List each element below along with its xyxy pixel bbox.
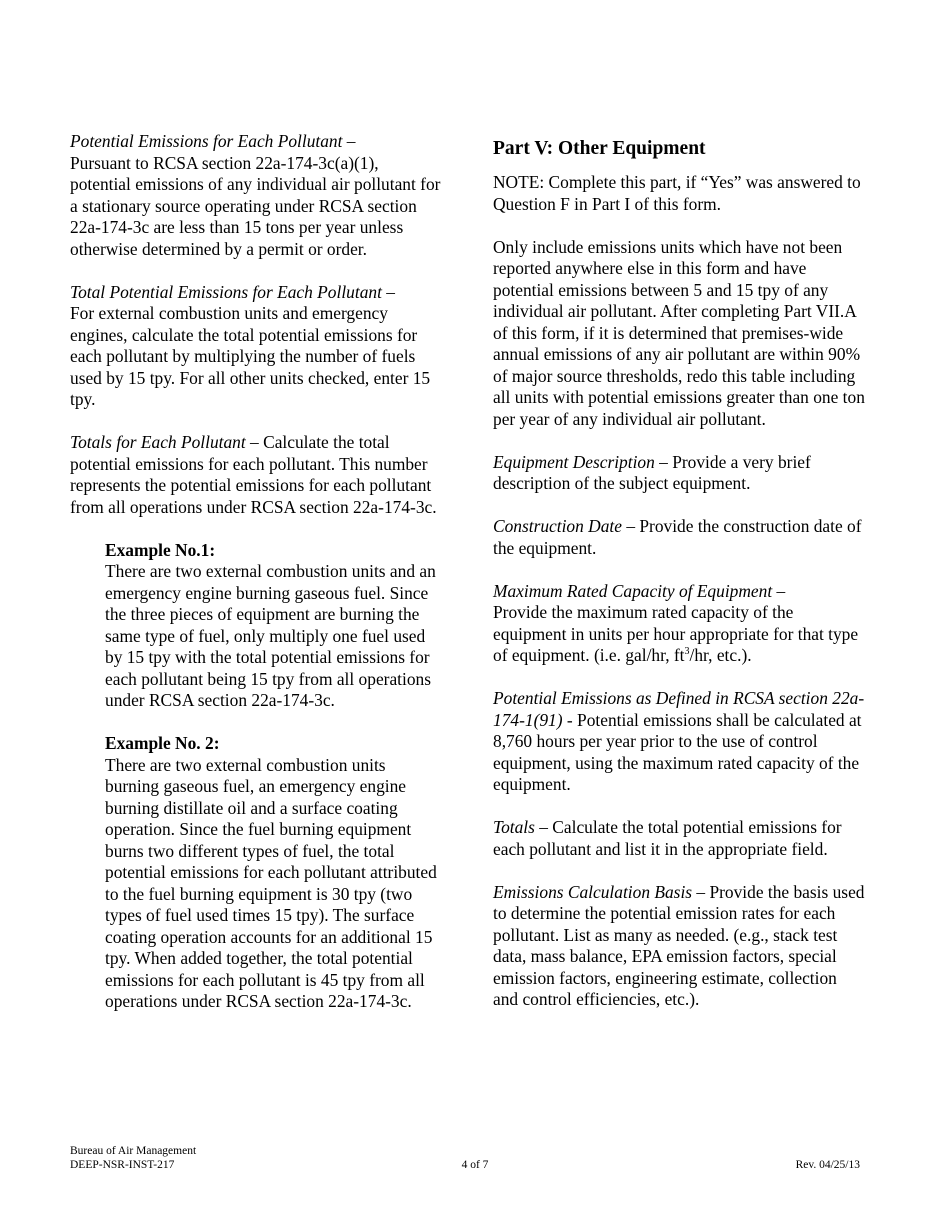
example-title: Example No.1: xyxy=(105,539,216,560)
term: Totals xyxy=(493,817,535,837)
example-1: Example No.1: There are two external combustion units and an emergency engine burning gaseous fuel. Since the three pieces of equipment are burning the same type of fuel, only multiply one fuel used by 15 tpy with the total potential emissions for each pollutant being 15 tpy from all operations under RCSA section 22a-174-3c. xyxy=(105,540,442,712)
totals-paragraph: Totals – Calculate the total potential emissions for each pollutant and list it in the appropriate field. xyxy=(493,817,842,859)
page-number: 4 of 7 xyxy=(461,1159,489,1171)
totals-paragraph: Totals for Each Pollutant – Calculate the total potential emissions for each pollutant. This number represents the potential emissions for each pollutant from all operations under RCSA section 22a-174-3c. xyxy=(70,432,437,517)
max-capacity-paragraph: Maximum Rated Capacity of Equipment – Provide the maximum rated capacity of the equipment in units per hour appropriate for that type of equipment. (i.e. gal/hr, $ft^3/hr$, etc.). xyxy=(493,580,859,665)
term: Potential Emissions as Defined in RCSA section 22a-174-1(91) xyxy=(493,688,865,730)
revision-date: Rev. 04/25/13 xyxy=(795,1159,860,1171)
section-heading: Part V: Other Equipment xyxy=(493,138,706,159)
note-paragraph: NOTE: Complete this part, if “Yes” was answered to Question F in Part I of this form. xyxy=(493,172,861,214)
term: Equipment Description xyxy=(493,451,655,472)
term: Construction Date xyxy=(493,516,622,536)
potential-emissions-definition-paragraph: Potential Emissions as Defined in RCSA section 22a-174-1(91) - Potential emissions shall be calculated at 8,760 hours per year prior to the use of control equipment, using the maximum rated capacity of the equipment. xyxy=(493,688,865,794)
left-column xyxy=(70,131,442,1034)
calculation-basis-paragraph: Emissions Calculation Basis – Provide the basis used to determine the potential emission rates for each pollutant. List as many as needed. (e.g., stack test data, mass balance, EPA emission factors, special emission factors, engineering estimate, collection and control efficiencies, etc.). xyxy=(493,881,865,1009)
only-include-paragraph: Only include emissions units which have not been reported anywhere else in this form and have potential emissions between 5 and 15 tpy of any individual air pollutant. After completing Part VII.A of this form, if it is determined that premises-wide annual emissions of any air pollutant are within 90% of major source thresholds, redo this table including all units with potential emissions greater than one ton per year of any individual air pollutant. xyxy=(493,236,865,429)
total-potential-emissions-paragraph: Total Potential Emissions for Each Pollutant – For external combustion units and emergency engines, calculate the total potential emissions for each pollutant by multiplying the number of fuels used by 15 tpy. For all other units checked, enter 15 tpy. xyxy=(70,281,431,409)
equipment-description-paragraph: Equipment Description – Provide a very brief description of the subject equipment. xyxy=(493,451,811,493)
example-title: Example No. 2: xyxy=(105,733,220,753)
term: Maximum Rated Capacity of Equipment xyxy=(493,580,773,601)
term: Potential Emissions for Each Pollutant xyxy=(70,131,343,151)
term: Totals for Each Pollutant xyxy=(70,432,246,452)
construction-date-paragraph: Construction Date – Provide the construction date of the equipment. xyxy=(493,516,862,558)
potential-emissions-paragraph: Potential Emissions for Each Pollutant – Pursuant to RCSA section 22a-174-3c(a)(1), potential emissions of any individual air pollutant for a stationary source operating under RCSA section 22a-174-3c are less than 15 tons per year unless otherwise determined by a permit or order. xyxy=(70,131,441,259)
example-2: Example No. 2: There are two external combustion units burning gaseous fuel, an emergency engine burning distillate oil and a surface coating operation. Since the fuel burning equipment burns two different types of fuel, the total potential emissions for each pollutant attributed to the fuel burning equipment is 30 tpy (two types of fuel used times 15 tpy). The surface coating operation accounts for an additional 15 tpy. When added together, the total potential emissions for each pollutant is 45 tpy from all operations under RCSA section 22a-174-3c. xyxy=(105,733,442,1013)
term: Total Potential Emissions for Each Pollutant xyxy=(70,281,382,302)
footer-org: Bureau of Air Management xyxy=(70,1145,197,1157)
right-column xyxy=(493,131,865,1032)
term: Emissions Calculation Basis xyxy=(493,881,693,902)
footer-doc-id: DEEP-NSR-INST-217 xyxy=(70,1159,175,1171)
